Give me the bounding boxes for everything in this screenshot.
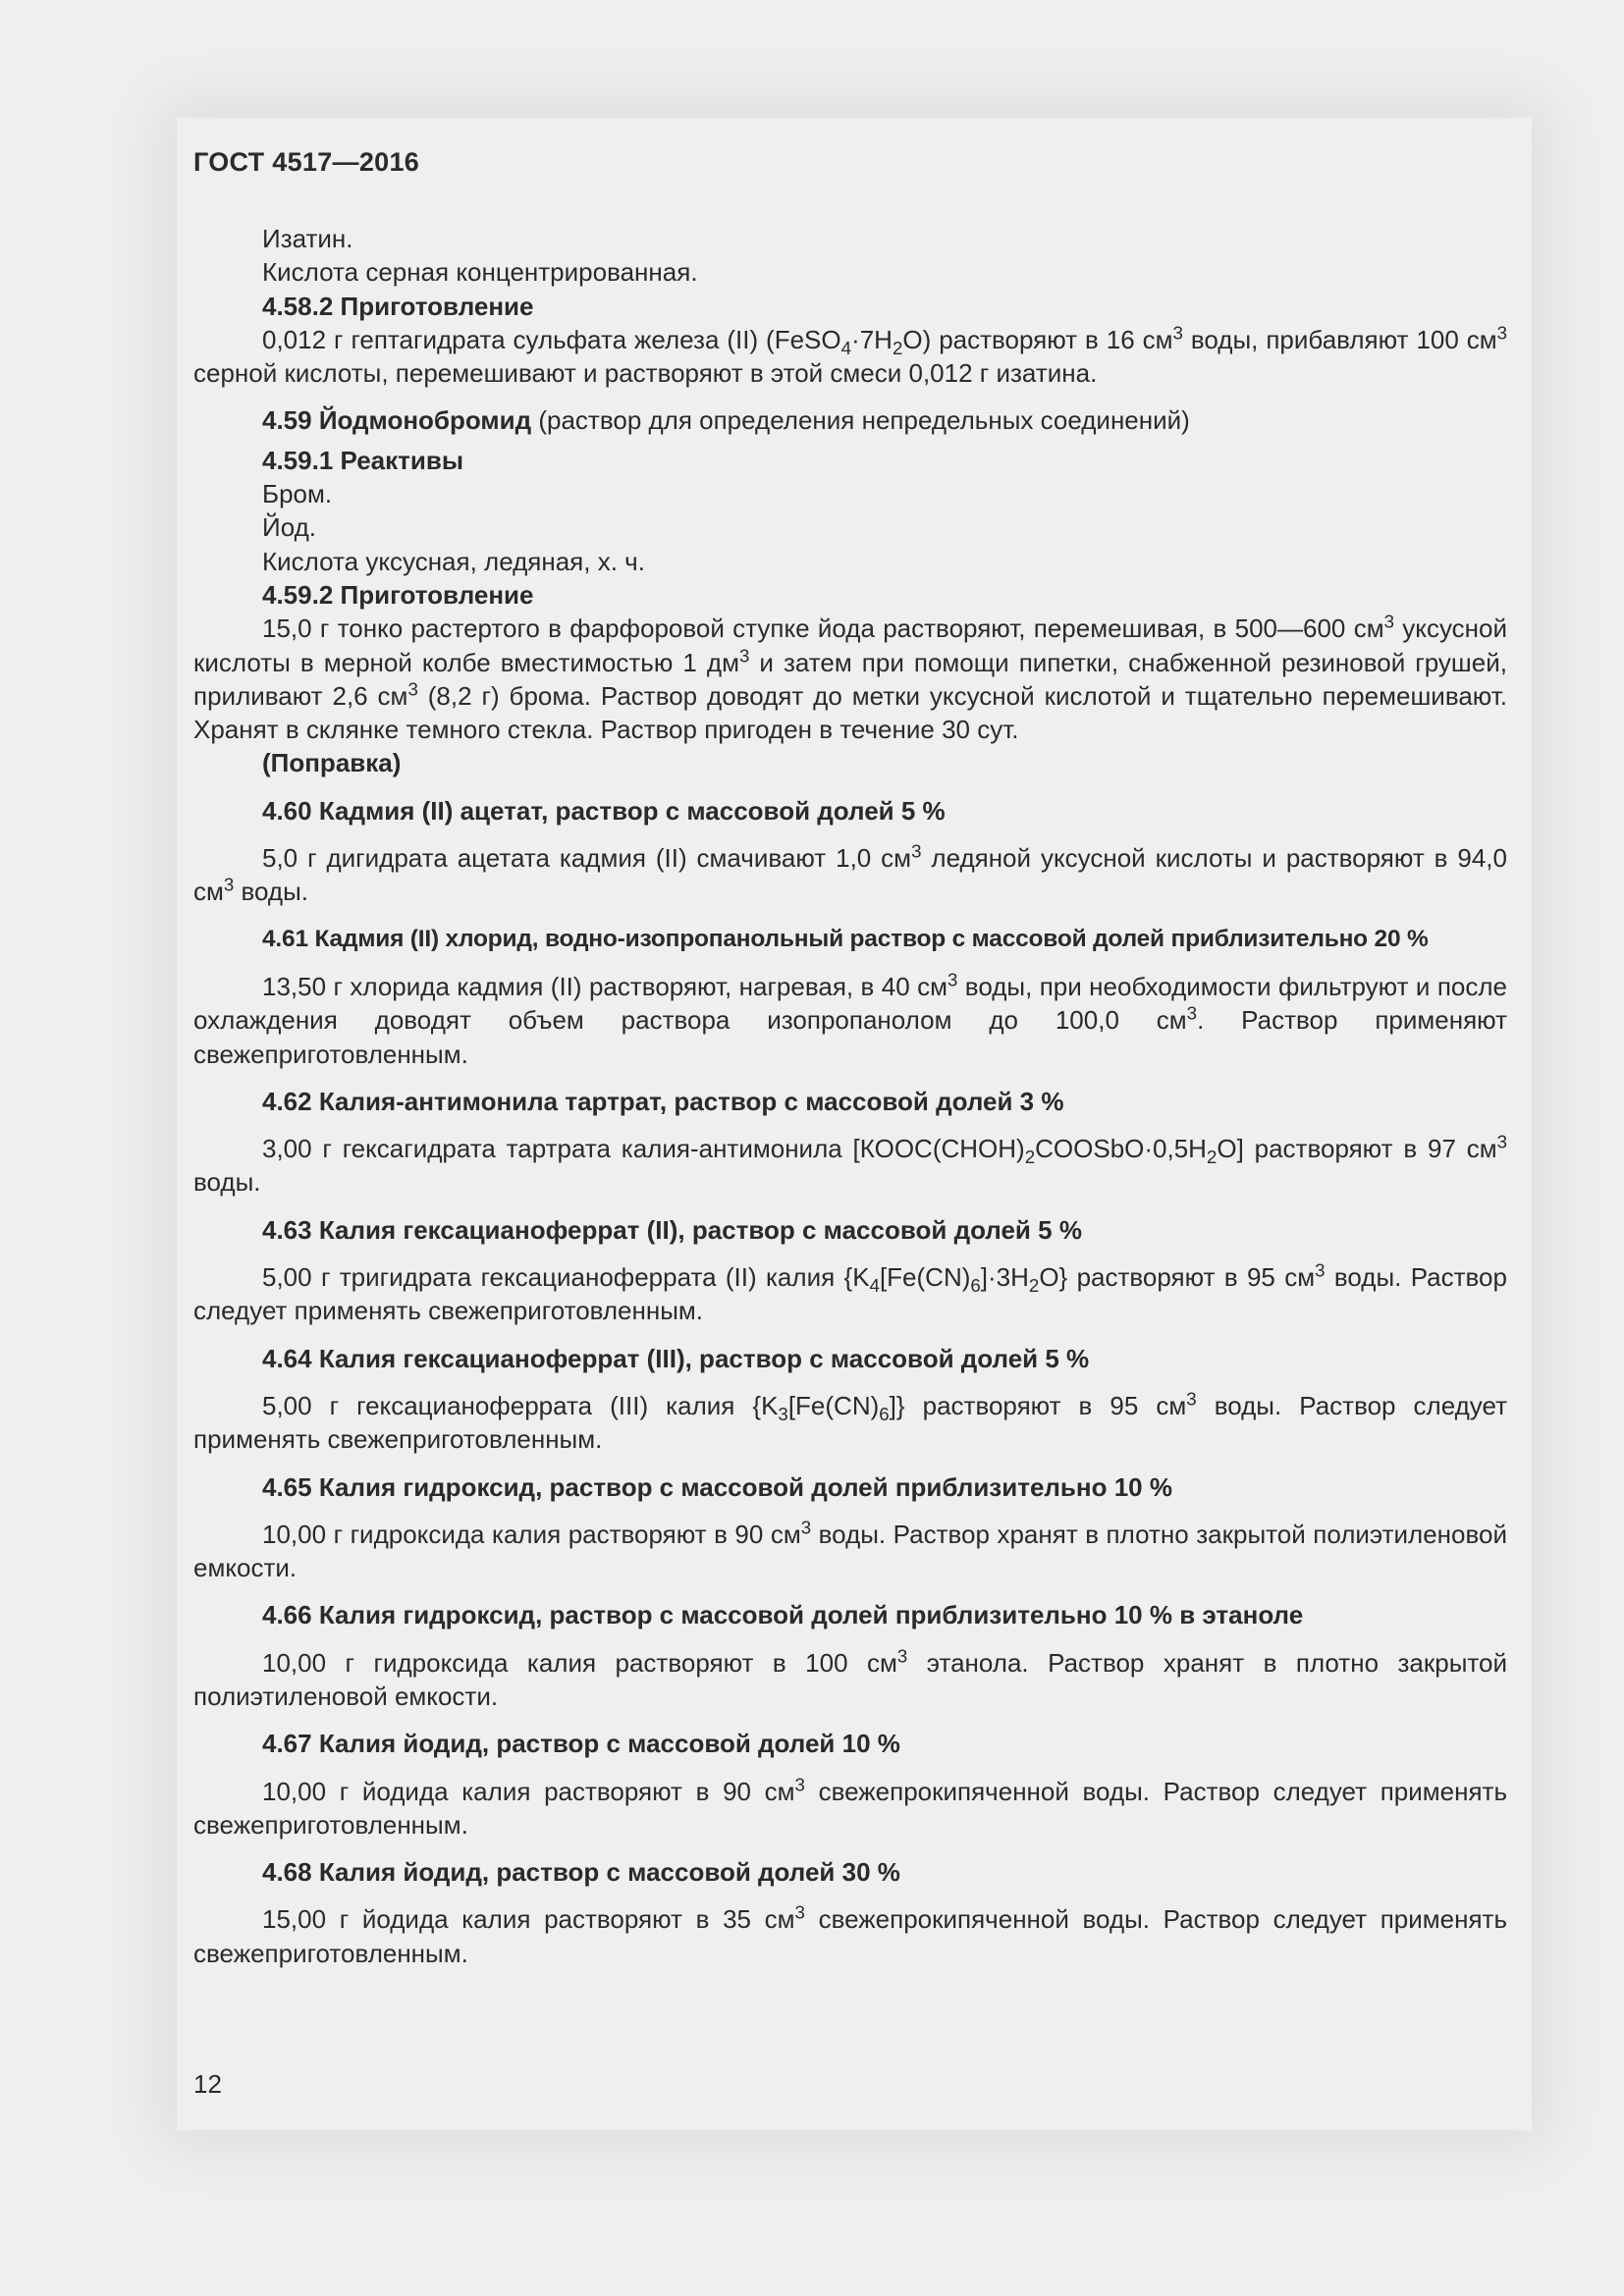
paragraph-4-58-2: 0,012 г гептагидрата сульфата железа (II) $(FeSO_4\cdot 7H_2O)$ растворяют в 16 $см^3$ воды, прибавляют 100 $см^3$ серной кислоты, перемешивают и растворяют в этой смеси 0,012 г изатина.	[193, 322, 1508, 389]
amendment-note: (Поправка)	[262, 748, 402, 778]
section-heading-4-59: 4.59 Йодмонобромид (раствор для определения непредельных соединений)	[262, 405, 1190, 436]
paragraph-4-68: 15,00 г йодида калия растворяют в 35 $см^3$ свежепрокипяченной воды. Раствор следует применять свежеприготовленным.	[193, 1901, 1508, 1968]
paragraph-4-63: 5,00 г тригидрата гексацианоферрата (II) калия $\{K_4[Fe(CN)_6]\cdot 3H_2O\}$ растворяют в 95 $см^3$ воды. Раствор следует применять свежеприготовленным.	[193, 1259, 1507, 1326]
document-header: ГОСТ 4517—2016	[193, 147, 420, 177]
page-number: 12	[193, 2069, 222, 2099]
section-heading-4-59-2: 4.59.2 Приготовление	[262, 579, 534, 610]
section-heading-4-61: 4.61 Кадмия (II) хлорид, водно-изопропанольный раствор с массовой долей приблизительно 20 %	[262, 925, 1429, 952]
reagent-item: Кислота уксусная, ледяная, х. ч.	[262, 546, 645, 576]
section-heading-4-66: 4.66 Калия гидроксид, раствор с массовой долей приблизительно 10 % в этаноле	[262, 1600, 1304, 1630]
paragraph-4-64: 5,00 г гексацианоферрата (III) калия $\{K_3[Fe(CN)_6]\}$ растворяют в 95 $см^3$ воды. Раствор следует применять свежеприготовленным.	[193, 1388, 1507, 1455]
reagent-item: Изатин.	[262, 224, 353, 253]
section-heading-4-65: 4.65 Калия гидроксид, раствор с массовой долей приблизительно 10 %	[262, 1471, 1172, 1502]
section-heading-4-58-2: 4.58.2 Приготовление	[262, 291, 534, 321]
section-heading-4-62: 4.62 Калия-антимонила тартрат, раствор с массовой долей 3 %	[262, 1086, 1064, 1116]
paragraph-4-59-2: 15,0 г тонко растертого в фарфоровой ступке йода растворяют, перемешивая, в 500—600 $см^3$ уксусной кислоты в мерной колбе вместимостью 1 $дм^3$ и затем при помощи пипетки, снабженной резиновой грушей, приливают 2,6 $см^3$ (8,2 г) брома. Раствор доводят до метки уксусной кислотой и тщательно перемешивают. Хранят в склянке темного стекла. Раствор пригоден в течение 30 сут.	[193, 611, 1508, 745]
document-body	[193, 222, 1507, 1970]
section-heading-4-68: 4.68 Калия йодид, раствор с массовой долей 30 %	[262, 1857, 900, 1888]
section-heading-4-64: 4.64 Калия гексацианоферрат (III), раствор с массовой долей 5 %	[262, 1343, 1090, 1373]
section-heading-4-63: 4.63 Калия гексацианоферрат (II), раствор с массовой долей 5 %	[262, 1214, 1082, 1245]
section-heading-4-67: 4.67 Калия йодид, раствор с массовой долей 10 %	[262, 1729, 900, 1759]
section-heading-4-60: 4.60 Кадмия (II) ацетат, раствор с массовой долей 5 %	[262, 795, 946, 826]
paragraph-4-62: 3,00 г гексагидрата тартрата калия-антимонила $[КООС(СНОН)_2COOSbO\cdot 0,5H_2O]$ растворяют в 97 $см^3$ воды.	[193, 1131, 1508, 1198]
paragraph-4-66: 10,00 г гидроксида калия растворяют в 100 $см^3$ этанола. Раствор хранят в плотно закрытой полиэтиленовой емкости.	[193, 1645, 1508, 1711]
section-heading-4-59-1: 4.59.1 Реактивы	[262, 445, 464, 475]
paragraph-4-60: 5,0 г дигидрата ацетата кадмия (II) смачивают 1,0 $см^3$ ледяной уксусной кислоты и растворяют в 94,0 $см^3$ воды.	[193, 840, 1507, 907]
reagent-item: Бром.	[262, 479, 333, 509]
paragraph-4-67: 10,00 г йодида калия растворяют в 90 $см^3$ свежепрокипяченной воды. Раствор следует применять свежеприготовленным.	[193, 1773, 1508, 1840]
reagent-item: Кислота серная концентрированная.	[262, 257, 698, 288]
paragraph-4-61: 13,50 г хлорида кадмия (II) растворяют, нагревая, в 40 $см^3$ воды, при необходимости фильтруют и после охлаждения доводят объем раствора изопропанолом до 100,0 $см^3$. Раствор применяют свежеприготовленным.	[193, 969, 1508, 1069]
reagent-item: Йод.	[262, 512, 316, 543]
paragraph-4-65: 10,00 г гидроксида калия растворяют в 90 $см^3$ воды. Раствор хранят в плотно закрытой полиэтиленовой емкости.	[193, 1517, 1507, 1583]
